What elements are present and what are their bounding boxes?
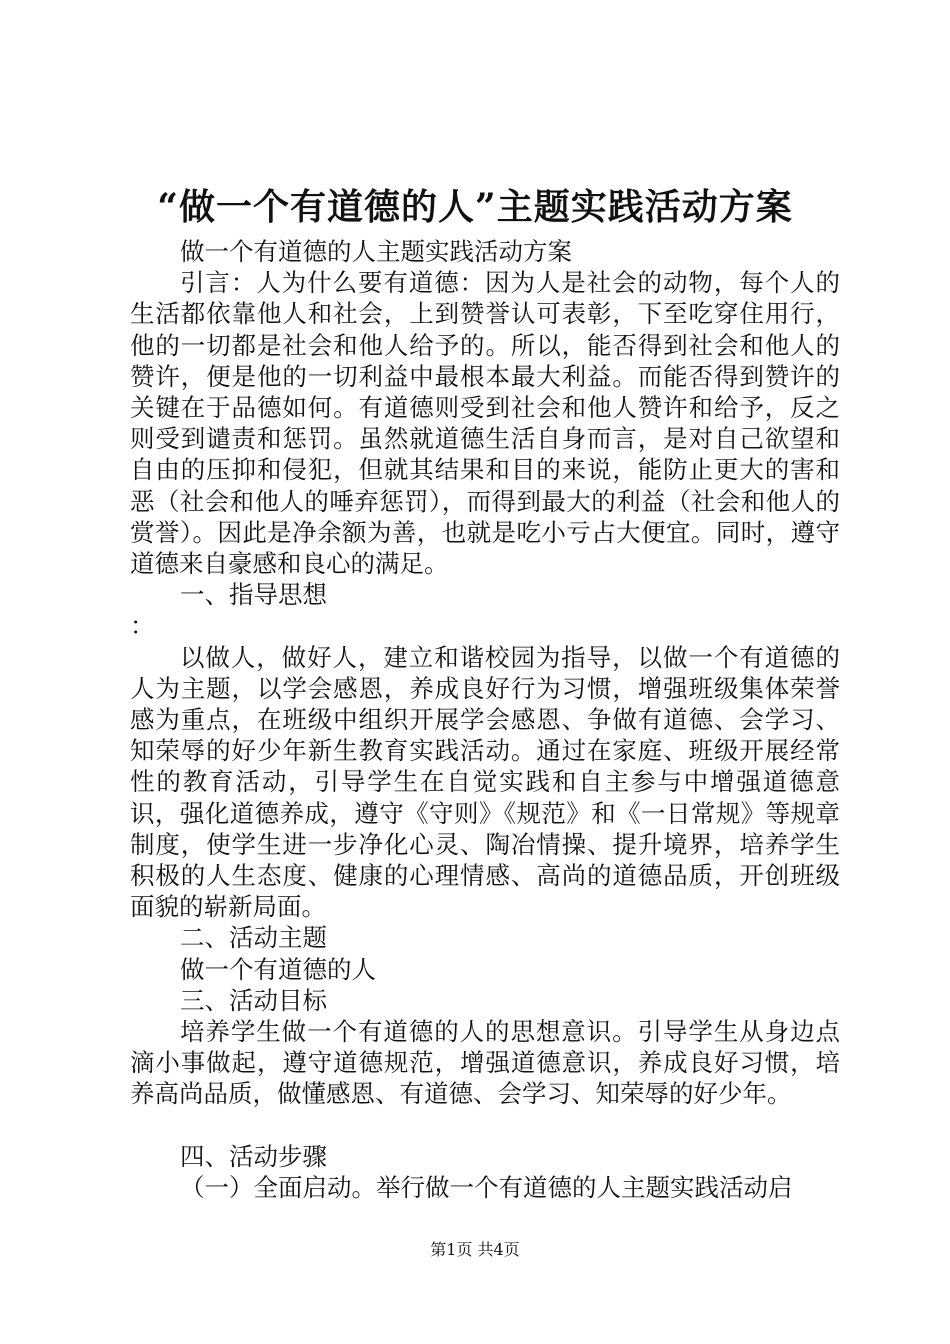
section-heading-goals: 三、活动目标 (180, 985, 327, 1015)
document-title: “做一个有道德的人”主题实践活动方案 (157, 186, 793, 228)
goals-paragraph: 培养学生做一个有道德的人的思想意识。引导学生从身边点滴小事做起，遵守道德规范，增强道德意识，养成良好习惯，培养高尚品质，做懂感恩、有道德、会学习、知荣辱的好少年。 (130, 1017, 840, 1109)
intro-paragraph: 引言：人为什么要有道德：因为人是社会的动物，每个人的生活都依靠他人和社会，上到赞誉认可表彰，下至吃穿住用行，他的一切都是社会和他人给予的。所以，能否得到社会和他人的赞许，便是他的一切利益中最根本最大利益。而能否得到赞许的关键在于品德如何。有道德则受到社会和他人赞许和给予，反之则受到谴责和惩罚。虽然就道德生活自身而言，是对自己欲望和自由的压抑和侵犯，但就其结果和目的来说，能防止更大的害和恶（社会和他人的唾弃惩罚），而得到最大的利益（社会和他人的赏誉）。因此是净余额为善，也就是吃小亏占大便宜。同时，遵守道德来自豪感和良心的满足。 (130, 268, 840, 579)
section-heading-steps: 四、活动步骤 (180, 1141, 327, 1171)
theme-paragraph: 做一个有道德的人 (180, 954, 376, 984)
document-body (130, 236, 840, 1203)
section-heading-theme: 二、活动主题 (180, 923, 327, 953)
subtitle-paragraph: 做一个有道德的人主题实践活动方案 (180, 237, 572, 266)
colon-line: ： (130, 611, 155, 641)
step-one-paragraph: （一）全面启动。举行做一个有道德的人主题实践活动启 (180, 1172, 793, 1202)
guiding-thought-paragraph: 以做人，做好人，建立和谐校园为指导，以做一个有道德的人为主题，以学会感恩，养成良好行为习惯，增强班级集体荣誉感为重点，在班级中组织开展学会感恩、争做有道德、会学习、知荣辱的好少年新生教育实践活动。通过在家庭、班级开展经常性的教育活动，引导学生在自觉实践和自主参与中增强道德意识，强化道德养成，遵守《守则》《规范》和《一日常规》等规章制度，使学生进一步净化心灵、陶冶情操、提升境界，培养学生积极的人生态度、健康的心理情感、高尚的道德品质，开创班级面貌的崭新局面。 (130, 642, 840, 922)
paragraph-gap (130, 1110, 840, 1141)
page-footer: 第1页 共4页 (430, 1240, 520, 1259)
section-heading-guiding-thought: 一、指导思想 (180, 580, 327, 610)
